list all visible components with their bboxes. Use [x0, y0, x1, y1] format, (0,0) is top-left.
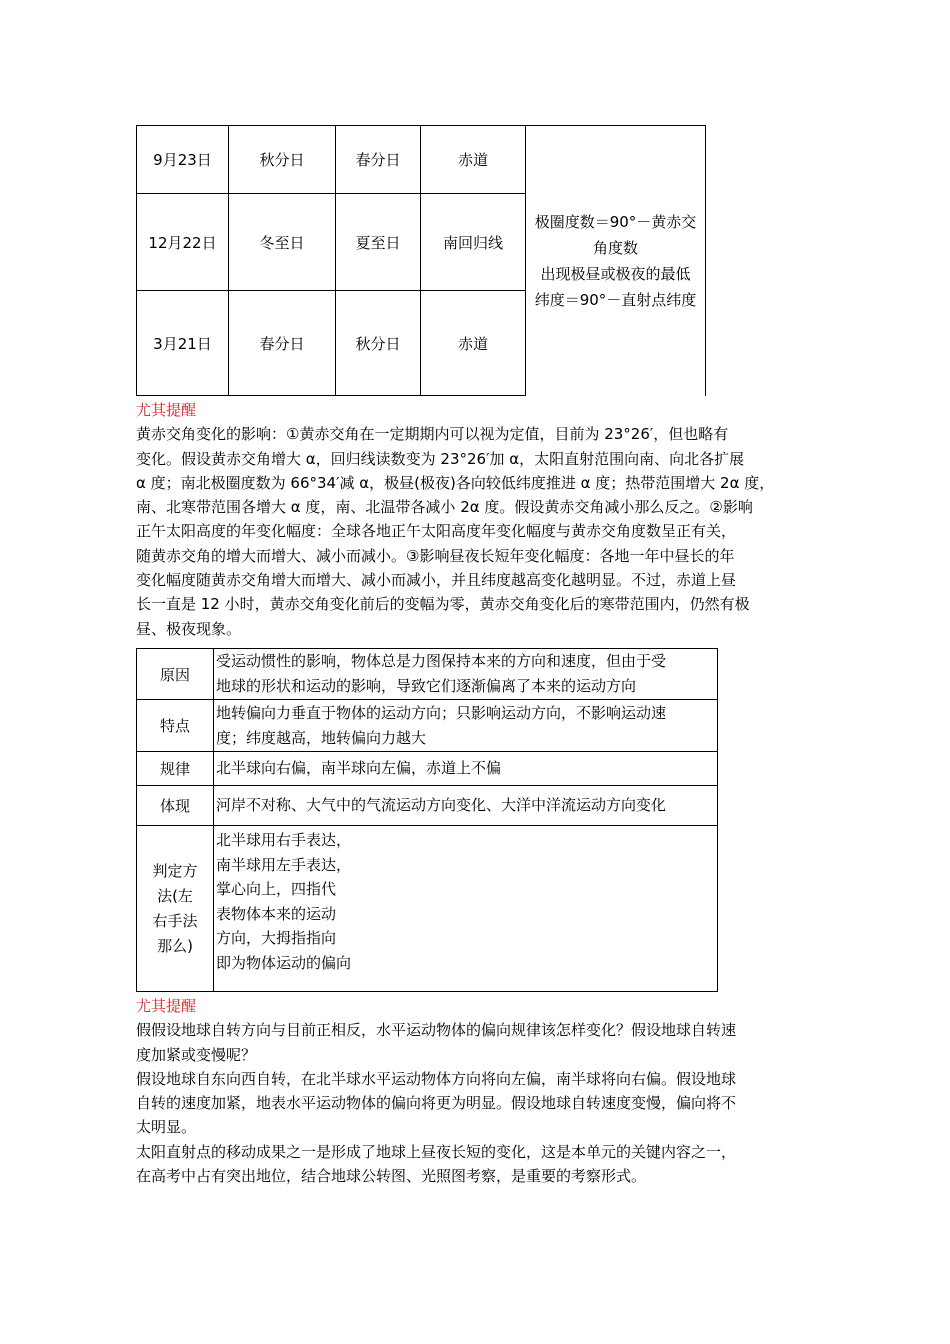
date-cell: 9月23日: [137, 126, 229, 194]
table-row: [137, 126, 706, 194]
label-line: 右手法: [152, 911, 198, 930]
value-line: 方向，大拇指指向: [216, 929, 337, 948]
note-line: 极圈度数＝90°－黄赤交: [534, 212, 697, 231]
note-line: 出现极昼或极夜的最低: [540, 264, 691, 283]
solar-point-table: [136, 125, 706, 396]
note-line: 角度数: [592, 238, 638, 257]
direct-point-cell: 赤道: [421, 291, 526, 396]
north-term-cell: 冬至日: [229, 194, 336, 291]
reminder-section-1: [136, 398, 836, 641]
paragraph-line: 自转的速度加紧，地表水平运动物体的偏向将更为明显。假设地球自转速度变慢，偏向将不: [136, 1094, 737, 1113]
paragraph-line: 度加紧或变慢呢？: [136, 1045, 257, 1064]
paragraph-line: 太阳直射点的移动成果之一是形成了地球上昼夜长短的变化，这是本单元的关键内容之一，: [136, 1142, 737, 1161]
row-label: 原因: [137, 649, 214, 700]
paragraph-line: 正午太阳高度的年变化幅度：全球各地正午太阳高度年变化幅度与黄赤交角度数呈正有关，: [136, 522, 737, 541]
row-label: [137, 826, 214, 992]
south-term-cell: 夏至日: [336, 194, 421, 291]
direct-point-cell: 南回归线: [421, 194, 526, 291]
table-row: [137, 752, 718, 786]
value-line: 表物体本来的运动: [216, 904, 337, 923]
row-label: 体现: [137, 786, 214, 826]
row-label: 规律: [137, 752, 214, 786]
paragraph-line: 假设地球自东向西自转，在北半球水平运动物体方向将向左偏，南半球将向右偏。假设地球: [136, 1069, 737, 1088]
value-line: 北半球向右偏，南半球向左偏，赤道上不偏: [216, 759, 502, 778]
paragraph-line: 假假设地球自转方向与目前正相反，水平运动物体的偏向规律该怎样变化？假设地球自转速: [136, 1021, 737, 1040]
value-line: 度；纬度越高，地转偏向力越大: [216, 728, 427, 747]
direct-point-cell: 赤道: [421, 126, 526, 194]
row-value: [214, 752, 718, 786]
paragraph-line: 变化幅度随黄赤交角增大而增大、减小而减小，并且纬度越高变化越明显。不过，赤道上昼: [136, 571, 737, 590]
value-line: 受运动惯性的影响，物体总是力图保持本来的方向和速度，但由于受: [216, 652, 667, 671]
paragraph-line: 在高考中占有突出地位，结合地球公转图、光照图考察，是重要的考察形式。: [136, 1167, 647, 1186]
paragraph-line: 长一直是 12 小时，黄赤交角变化前后的变幅为零，黄赤交角变化后的寒带范围内，仍然有极: [136, 595, 750, 614]
table-row: [137, 786, 718, 826]
table-row: [137, 649, 718, 700]
paragraph-line: 随黄赤交角的增大而增大、减小而减小。③影响昼夜长短年变化幅度：各地一年中昼长的年: [136, 546, 735, 565]
row-value: [214, 826, 718, 992]
value-line: 即为物体运动的偏向: [216, 953, 352, 972]
row-value: [214, 700, 718, 752]
table-row: [137, 700, 718, 752]
north-term-cell: 春分日: [229, 291, 336, 396]
value-line: 河岸不对称、大气中的气流运动方向变化、大洋中洋流运动方向变化: [216, 796, 667, 815]
value-line: 掌心向上，四指代: [216, 880, 337, 899]
south-term-cell: 春分日: [336, 126, 421, 194]
reminder-title: 尤其提醒: [136, 997, 197, 1015]
reminder-section-2: [136, 994, 836, 1188]
paragraph-line: 黄赤交角变化的影响：①黄赤交角在一定期期内可以视为定值，目前为 23°26′，但也略有: [136, 425, 729, 444]
value-line: 地球的形状和运动的影响，导致它们逐渐偏离了本来的运动方向: [216, 677, 637, 695]
value-line: 南半球用左手表达，: [216, 855, 352, 874]
value-line: 地转偏向力垂直于物体的运动方向；只影响运动方向，不影响运动速: [216, 703, 667, 722]
paragraph-line: 南、北寒带范围各增大 α 度，南、北温带各减小 2α 度。假设黄赤交角减小那么反之。②影响: [136, 498, 753, 517]
label-line: 那么): [157, 936, 193, 955]
row-label: 特点: [137, 700, 214, 752]
date-cell: 12月22日: [137, 194, 229, 291]
deflection-table: [136, 648, 718, 992]
paragraph-line: 昼、极夜现象。: [136, 619, 242, 638]
row-value: [214, 786, 718, 826]
paragraph-line: 变化。假设黄赤交角增大 α，回归线读数变为 23°26′加 α，太阳直射范围向南、向北各扩展: [136, 449, 745, 468]
north-term-cell: 秋分日: [229, 126, 336, 194]
row-value: [214, 649, 718, 700]
note-line: 纬度＝90°－直射点纬度: [534, 290, 697, 309]
paragraph-line: α 度；南北极圈度数为 66°34′减 α，极昼(极夜)各向较低纬度推进 α 度；热带范围增大 2α 度，: [136, 473, 775, 492]
label-line: 判定方: [152, 861, 198, 880]
table-row: [137, 826, 718, 992]
reminder-title: 尤其提醒: [136, 401, 197, 419]
value-line: 北半球用右手表达，: [216, 831, 352, 849]
paragraph-line: 太明显。: [136, 1118, 197, 1137]
south-term-cell: 秋分日: [336, 291, 421, 396]
polar-circle-note: [526, 126, 706, 396]
date-cell: 3月21日: [137, 291, 229, 396]
label-line: 法(左: [157, 886, 193, 905]
